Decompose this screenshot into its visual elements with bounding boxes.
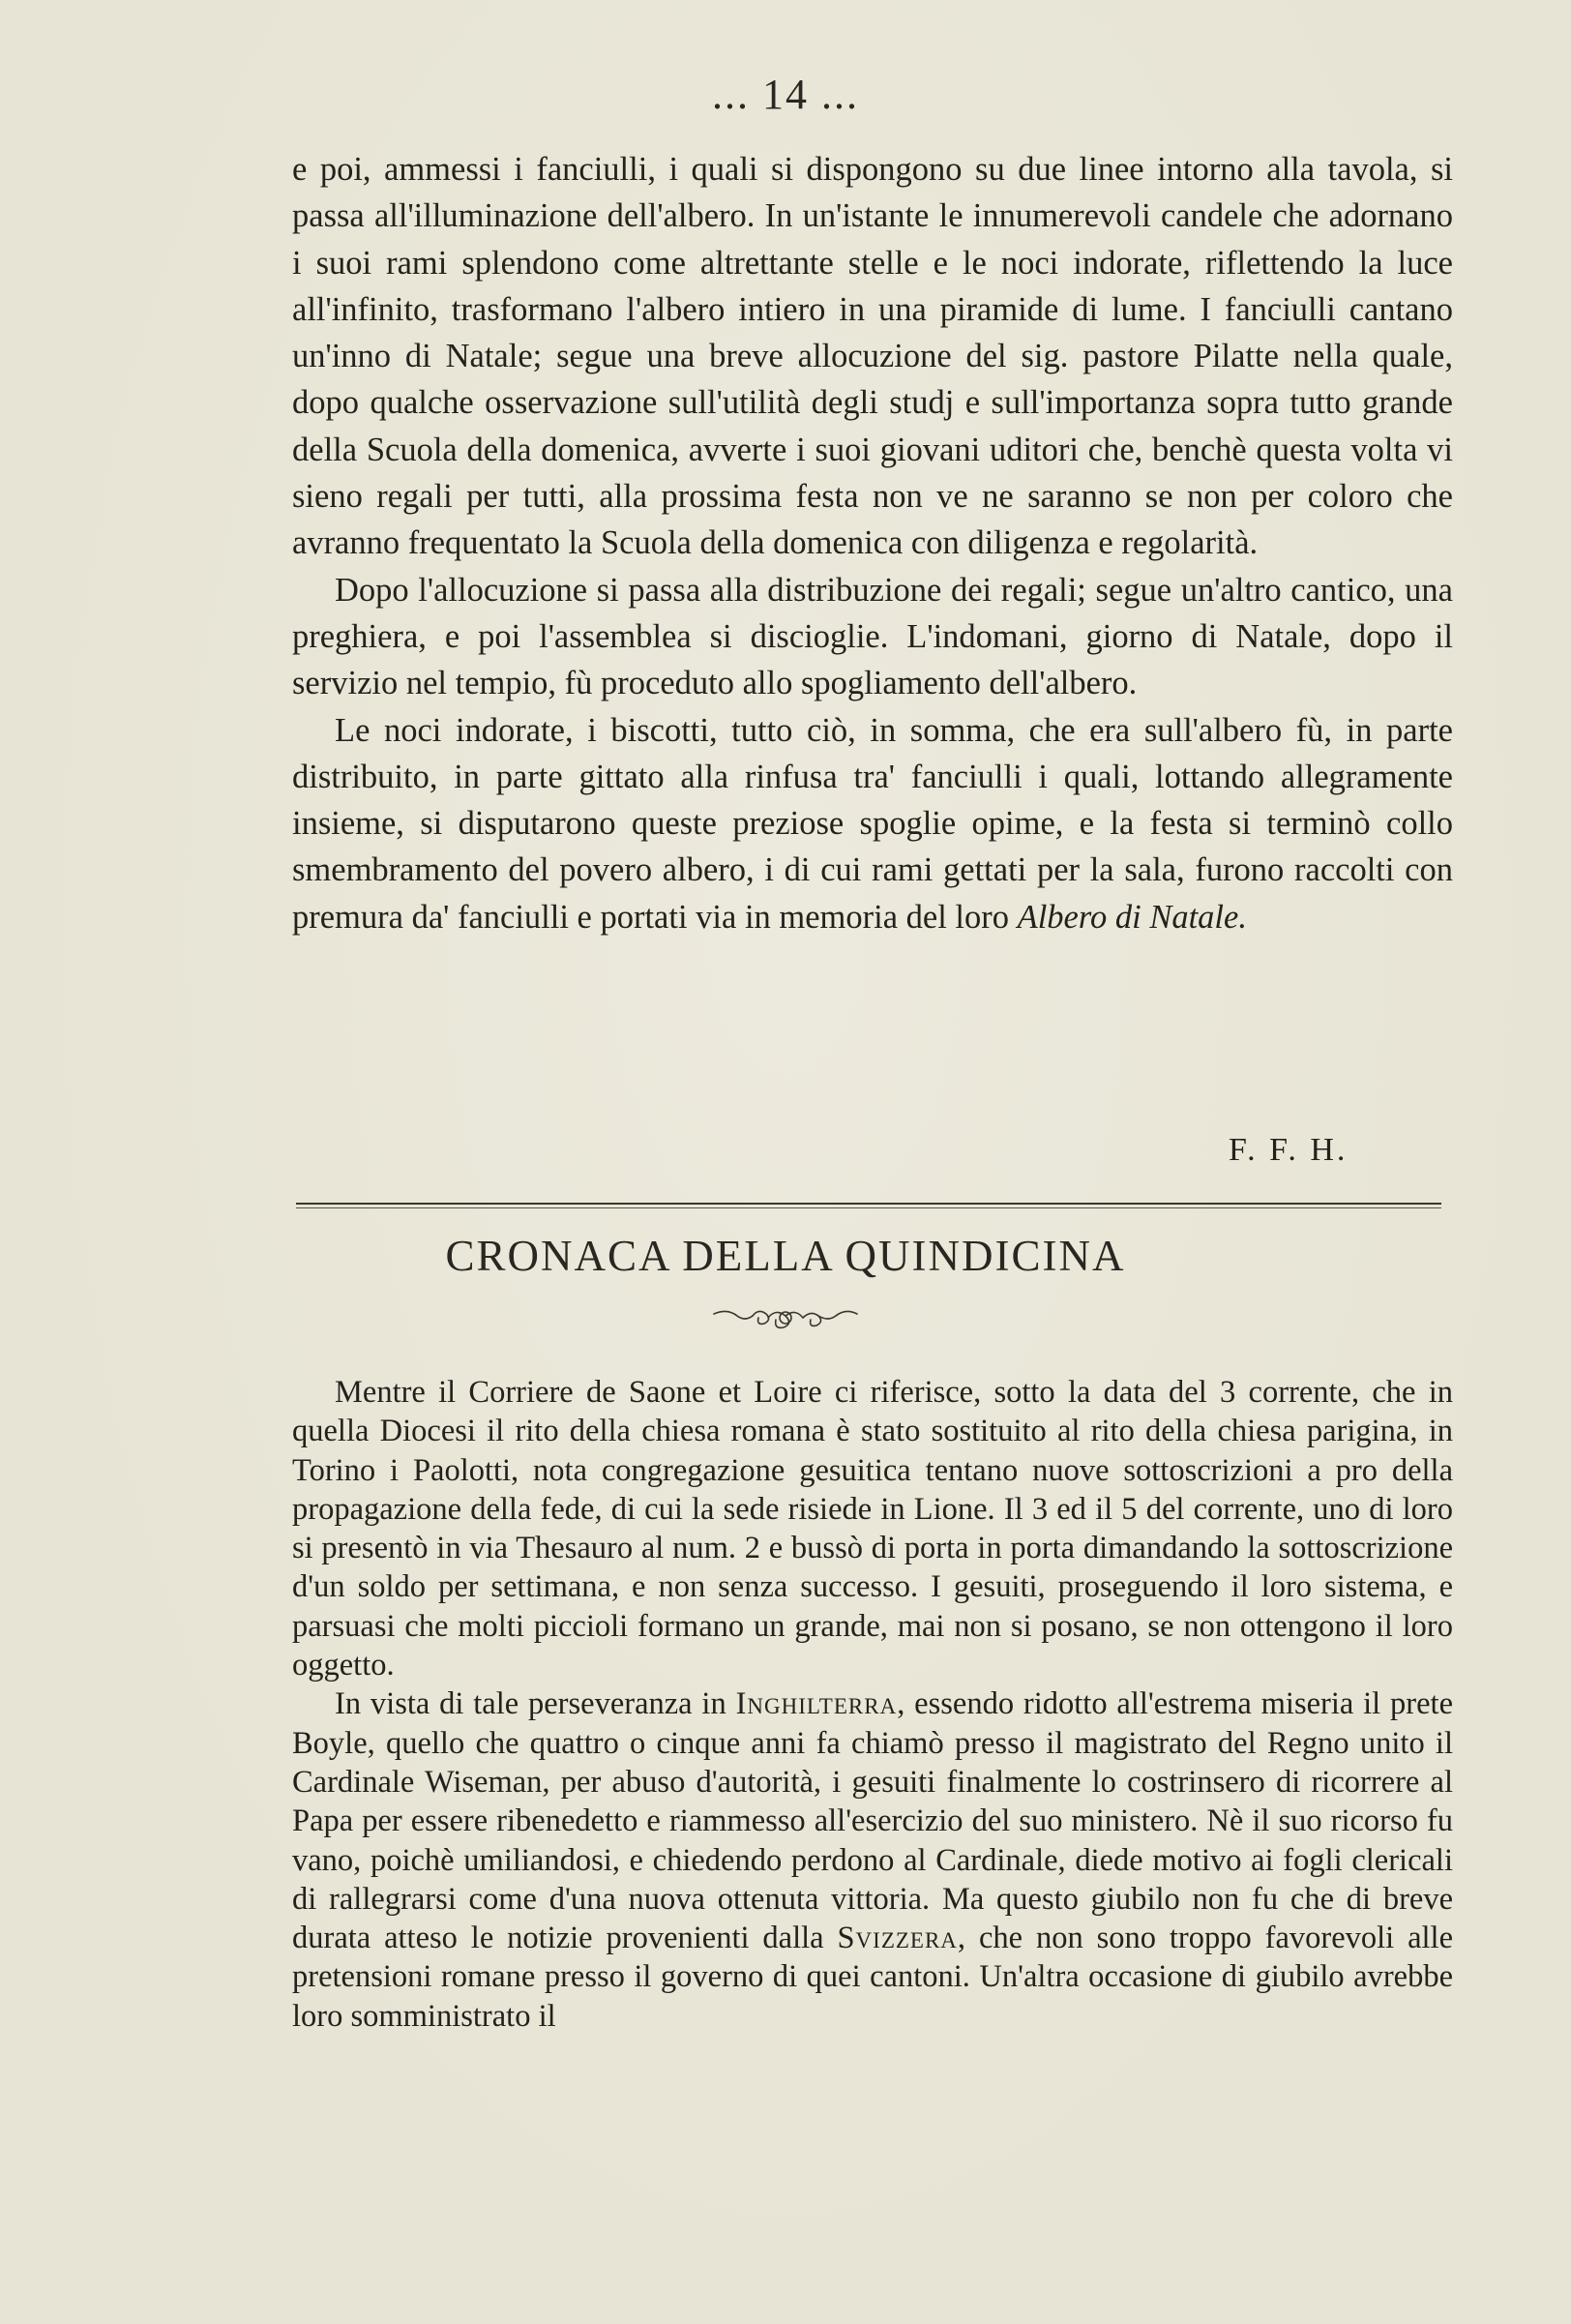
article-paragraph: e poi, ammessi i fanciulli, i quali si dispongono su due linee intorno alla tavola, si passa all'illuminazione dell'albero. In un'istante le innumerevoli candele che adornano i suoi rami splendono come altrettante stelle e le noci indorate, riflettendo la luce all'infinito, trasformano l'albero intiero in una piramide di lume. I fanciulli cantano un'inno di Natale; segue una breve allocuzione del sig. pastore Pilatte nella quale, dopo qualche osservazione sull'utilità degli studj e sull'importanza sopra tutto grande della Scuola della domenica, avverte i suoi giovani uditori che, benchè questa volta vi sieno regali per tutti, alla prossima festa non ve ne saranno se non per coloro che avranno frequentato la Scuola della domenica con diligenza e regolarità. — [292, 151, 1453, 562]
article-paragraph-last — [292, 707, 1453, 940]
chronicle-section — [292, 1373, 1453, 2036]
place-name: Inghilterra — [735, 1686, 898, 1722]
author-signature: F. F. H. — [1229, 1132, 1349, 1168]
chronicle-paragraph — [292, 1684, 1453, 2036]
section-divider — [296, 1203, 1441, 1205]
article-continuation — [292, 146, 1453, 940]
section-title: CRONACA DELLA QUINDICINA — [445, 1232, 1126, 1280]
place-name: Svizzera — [837, 1921, 958, 1956]
chronicle-paragraph: Mentre il Corriere de Saone et Loire ci riferisce, sotto la data del 3 corrente, che in quella Diocesi il rito della chiesa romana è stato sostituito al rito della chiesa parigina, in Torino i Paolotti, nota congregazione gesuitica tentano nuove sottoscrizioni a pro della propagazione della fede, di cui la sede risiede in Lione. Il 3 ed il 5 del corrente, uno di loro si presentò in via Thesauro al num. 2 e bussò di porta in porta dimandando la sottoscrizione d'un soldo per settimana, e non senza successo. I gesuiti, proseguendo il loro sistema, e parsuasi che molti piccioli formano un grande, mai non si posano, se non ottengono il loro oggetto. — [292, 1375, 1453, 1683]
article-paragraph: Dopo l'allocuzione si passa alla distribuzione dei regali; segue un'altro cantico, una preghiera, e poi l'assemblea si discioglie. L'indomani, giorno di Natale, dopo il servizio nel tempio, fù proceduto allo spogliamento dell'albero. — [292, 571, 1453, 702]
italic-title: Albero di Natale. — [1017, 898, 1247, 936]
page-number: ... 14 ... — [712, 71, 859, 118]
chronicle-text: , che non sono troppo favorevoli alle pretensioni romane presso il governo di quei cantoni. Un'altra occasione di giubilo avrebbe loro somministrato il — [292, 1921, 1453, 2034]
chronicle-text: In vista di tale perseveranza in — [335, 1686, 736, 1722]
article-paragraph-text: Le noci indorate, i biscotti, tutto ciò, in somma, che era sull'albero fù, in parte distribuito, in parte gittato alla rinfusa tra' fanciulli i quali, lottando allegramente insieme, si disputarono queste preziose spoglie opime, e la festa si terminò collo smembramento del povero albero, i di cui rami gettati per la sala, furono raccolti con premura da' fanciulli e portati via in memoria del loro — [292, 711, 1453, 936]
chronicle-text: , essendo ridotto all'estrema miseria il prete Boyle, quello che quattro o cinque anni fa chiamò presso il magistrato del Regno unito il Cardinale Wiseman, per abuso d'autorità, i gesuiti finalmente lo costrinsero di ricorrere al Papa per essere ribenedetto e riammesso all'esercizio del suo ministero. Nè il suo ricorso fu vano, poichè umiliandosi, e chiedendo perdono al Cardinale, diede motivo ai fogli clericali di rallegrarsi come d'una nuova ottenuta vittoria. Ma questo giubilo non fu che di breve durata atteso le notizie provenienti dalla — [292, 1686, 1453, 1956]
flourish-ornament-icon — [708, 1304, 863, 1331]
